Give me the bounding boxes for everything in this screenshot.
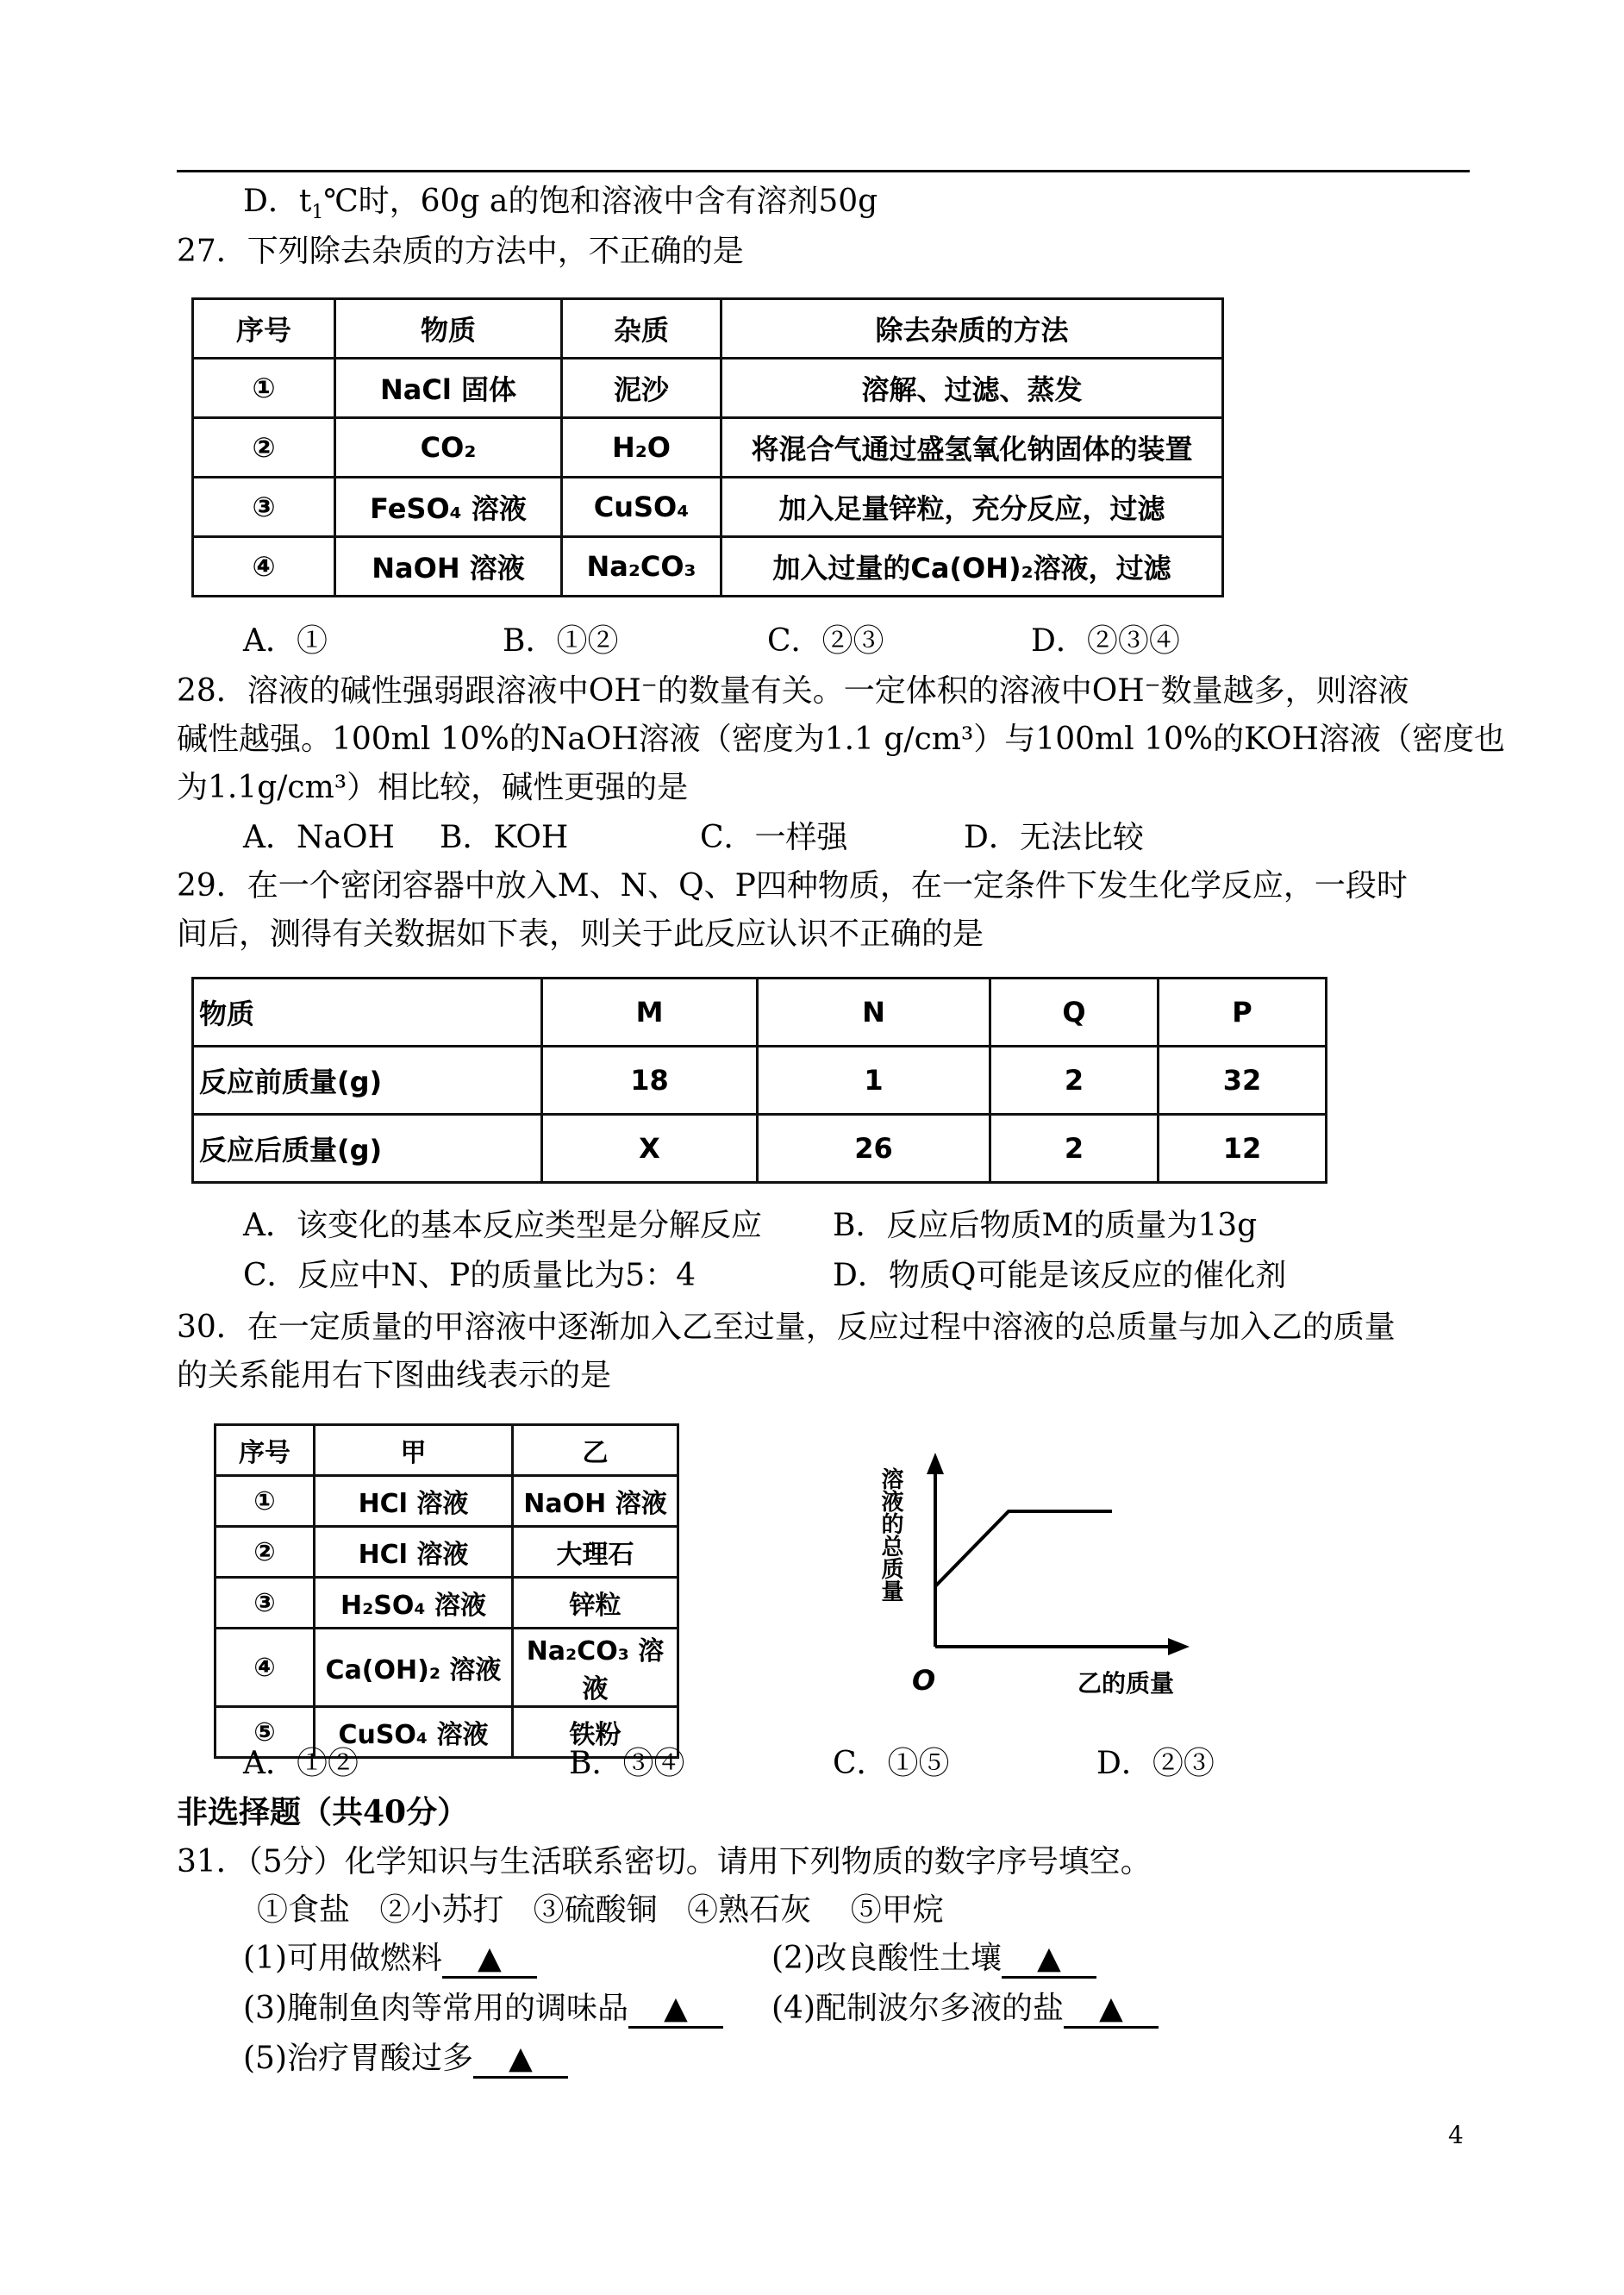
q29-option-d: D．物质Q可能是该反应的催化剂 (833, 1258, 1287, 1293)
table-cell: 18 (542, 1047, 758, 1115)
table-cell: ④ (193, 537, 335, 597)
table-cell: N (758, 979, 990, 1047)
q31-substances: ①食盐 ②小苏打 ③硫酸铜 ④熟石灰 ⑤甲烷 (257, 1892, 944, 1928)
q30-header: 乙 (513, 1425, 678, 1476)
q27-header: 杂质 (562, 299, 721, 359)
table-row (193, 359, 1223, 418)
table-cell: 加入过量的Ca(OH)₂溶液，过滤 (721, 537, 1223, 597)
q30-option-a: A．①② (243, 1746, 359, 1781)
table-cell: X (542, 1115, 758, 1183)
q28-line3: 为1.1g/cm³）相比较，碱性更强的是 (177, 770, 689, 805)
q28-option-b: B．KOH (440, 820, 569, 855)
table-cell: H₂O (562, 418, 721, 478)
q28-option-a: A．NaOH (243, 820, 395, 855)
q30-graph (871, 1448, 1215, 1698)
table-cell: 1 (758, 1047, 990, 1115)
q30-option-b: B．③④ (569, 1746, 685, 1781)
answer-blank[interactable]: ▲ (628, 1992, 723, 2029)
table-cell: 反应后质量(g) (193, 1115, 542, 1183)
q30-option-d: D．②③ (1096, 1746, 1215, 1781)
table-row (193, 1047, 1327, 1115)
q31-item-2: (2)改良酸性土壤 ▲ (771, 1940, 1096, 1979)
q30-header: 序号 (215, 1425, 315, 1476)
table-cell: M (542, 979, 758, 1047)
q29-line2: 间后，测得有关数据如下表，则关于此反应认识不正确的是 (177, 916, 984, 952)
table-row (215, 1527, 678, 1578)
table-cell: 铁粉 (513, 1707, 678, 1758)
table-cell: HCl 溶液 (315, 1476, 513, 1527)
table-cell: Na₂CO₃ (562, 537, 721, 597)
q31-item-4: (4)配制波尔多液的盐 ▲ (771, 1990, 1159, 2029)
table-cell: ③ (193, 478, 335, 537)
table-cell: ④ (215, 1629, 315, 1707)
q28-line1: 28．溶液的碱性强弱跟溶液中OH⁻的数量有关。一定体积的溶液中OH⁻数量越多，则溶液 (177, 673, 1409, 709)
x-axis-arrow-icon (1168, 1638, 1190, 1655)
y-axis-arrow-icon (927, 1453, 944, 1474)
table-cell: 加入足量锌粒，充分反应，过滤 (721, 478, 1223, 537)
table-cell: Q (990, 979, 1159, 1047)
mass-curve (935, 1511, 1112, 1586)
table-cell: P (1159, 979, 1327, 1047)
answer-blank[interactable]: ▲ (1002, 1942, 1096, 1979)
q30-line2: 的关系能用右下图曲线表示的是 (177, 1358, 612, 1393)
q27-header: 物质 (335, 299, 562, 359)
q30-option-c: C．①⑤ (833, 1746, 950, 1781)
q27-header: 序号 (193, 299, 335, 359)
table-cell: ① (193, 359, 335, 418)
y-axis-label: 溶液的总质量 (878, 1467, 903, 1602)
q27-option-b: B．①② (503, 623, 619, 659)
table-cell: ② (193, 418, 335, 478)
q30-table (214, 1423, 679, 1759)
table-cell: Ca(OH)₂ 溶液 (315, 1629, 513, 1707)
table-row (215, 1629, 678, 1707)
q29-table (191, 977, 1327, 1184)
table-row (193, 418, 1223, 478)
table-cell: 锌粒 (513, 1578, 678, 1629)
table-row (193, 537, 1223, 597)
table-cell: CuSO₄ (562, 478, 721, 537)
header-rule (177, 170, 1470, 172)
table-cell: Na₂CO₃ 溶液 (513, 1629, 678, 1707)
x-axis-label: 乙的质量 (1077, 1669, 1175, 1698)
table-cell: NaOH 溶液 (513, 1476, 678, 1527)
table-cell: NaOH 溶液 (335, 537, 562, 597)
table-cell: 将混合气通过盛氢氧化钠固体的装置 (721, 418, 1223, 478)
section-title: 非选择题（共40分） (177, 1794, 469, 1830)
table-cell: CuSO₄ 溶液 (315, 1707, 513, 1758)
q30-header: 甲 (315, 1425, 513, 1476)
q31-item-3: (3)腌制鱼肉等常用的调味品 ▲ (243, 1990, 723, 2029)
q27-option-d: D．②③④ (1031, 623, 1180, 659)
table-cell: FeSO₄ 溶液 (335, 478, 562, 537)
table-row (193, 979, 1327, 1047)
origin-label: O (912, 1664, 936, 1697)
page-number: 4 (1448, 2121, 1464, 2149)
table-cell: HCl 溶液 (315, 1527, 513, 1578)
table-cell: 泥沙 (562, 359, 721, 418)
q29-option-c: C．反应中N、P的质量比为5：4 (243, 1258, 696, 1293)
table-row (215, 1476, 678, 1527)
table-cell: H₂SO₄ 溶液 (315, 1578, 513, 1629)
q29-line1: 29．在一个密闭容器中放入M、N、Q、P四种物质，在一定条件下发生化学反应，一段时 (177, 868, 1408, 904)
table-row (215, 1425, 678, 1476)
q27-stem: 27．下列除去杂质的方法中，不正确的是 (177, 234, 744, 269)
table-cell: ① (215, 1476, 315, 1527)
table-row (193, 478, 1223, 537)
q27-option-a: A．① (243, 623, 328, 659)
answer-blank[interactable]: ▲ (442, 1942, 537, 1979)
q28-option-c: C．一样强 (700, 820, 848, 855)
q27-header: 除去杂质的方法 (721, 299, 1223, 359)
table-cell: 32 (1159, 1047, 1327, 1115)
q29-option-b: B．反应后物质M的质量为13g (833, 1208, 1258, 1243)
table-cell: 反应前质量(g) (193, 1047, 542, 1115)
q30-line1: 30．在一定质量的甲溶液中逐渐加入乙至过量，反应过程中溶液的总质量与加入乙的质量 (177, 1310, 1396, 1345)
table-cell: ⑤ (215, 1707, 315, 1758)
table-row (215, 1578, 678, 1629)
table-cell: ② (215, 1527, 315, 1578)
table-cell: CO₂ (335, 418, 562, 478)
table-cell: 大理石 (513, 1527, 678, 1578)
q27-option-c: C．②③ (767, 623, 884, 659)
table-cell: 12 (1159, 1115, 1327, 1183)
q31-item-5: (5)治疗胃酸过多 ▲ (243, 2040, 568, 2079)
q26-option-d: D．$t_1℃$时，60g a的饱和溶液中含有溶剂50g (243, 184, 878, 224)
table-cell: ③ (215, 1578, 315, 1629)
q29-option-a: A．该变化的基本反应类型是分解反应 (243, 1208, 762, 1243)
table-row (193, 1115, 1327, 1183)
answer-blank[interactable]: ▲ (1064, 1992, 1159, 2029)
answer-blank[interactable]: ▲ (473, 2042, 568, 2079)
q28-line2: 碱性越强。100ml 10%的NaOH溶液（密度为1.1 g/cm³）与100ml 10%的KOH溶液（密度也 (177, 722, 1505, 757)
table-cell: 26 (758, 1115, 990, 1183)
table-cell: 2 (990, 1047, 1159, 1115)
q31-stem: 31．（5分）化学知识与生活联系密切。请用下列物质的数字序号填空。 (177, 1844, 1152, 1879)
table-cell: 2 (990, 1115, 1159, 1183)
table-cell: 物质 (193, 979, 542, 1047)
q31-item-1: (1)可用做燃料 ▲ (243, 1940, 537, 1979)
q27-table (191, 297, 1224, 597)
table-cell: NaCl 固体 (335, 359, 562, 418)
q28-option-d: D．无法比较 (964, 820, 1144, 855)
table-cell: 溶解、过滤、蒸发 (721, 359, 1223, 418)
